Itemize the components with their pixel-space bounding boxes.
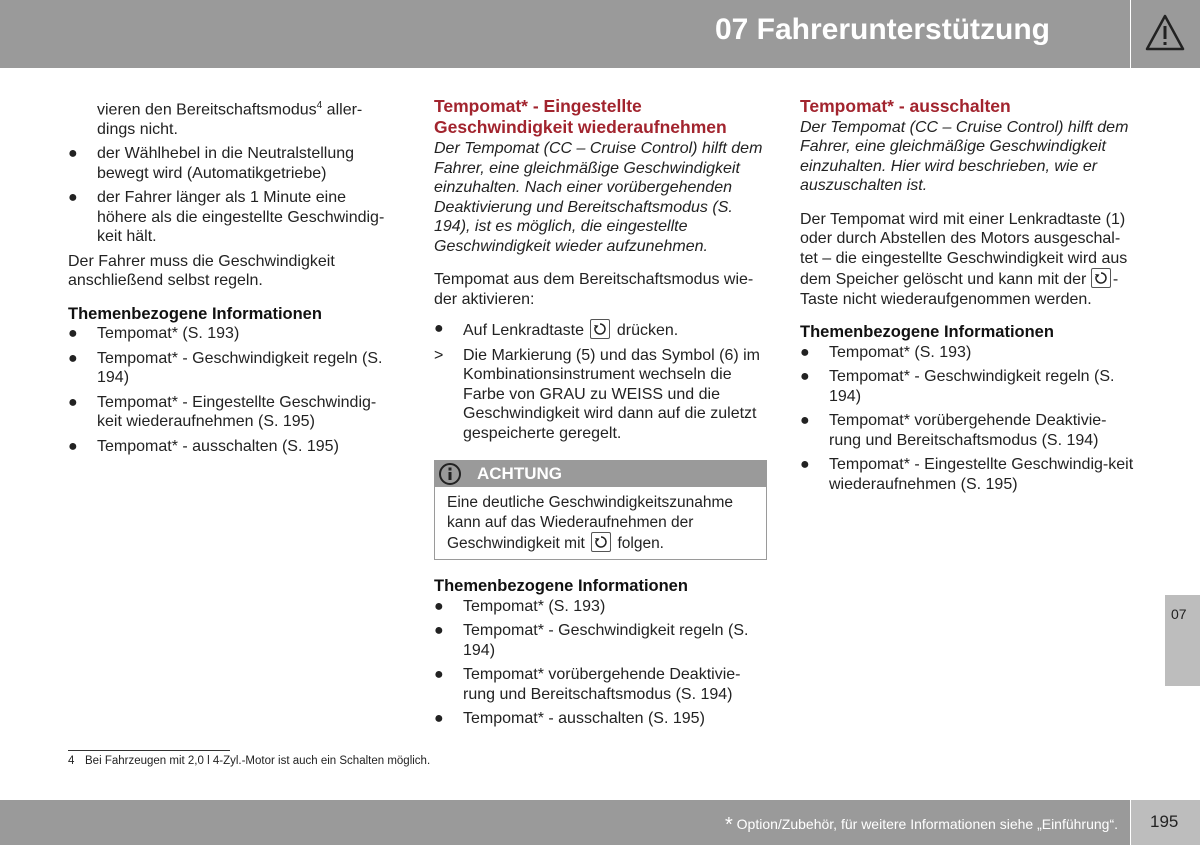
chapter-header xyxy=(0,0,1130,68)
related-heading: Themenbezogene Informationen xyxy=(800,323,1054,341)
related-link[interactable]: ● Tempomat* (S. 193) xyxy=(800,343,972,361)
footer-note: * Option/Zubehör, für weitere Informationen siehe „Einführung“. xyxy=(724,814,1118,836)
section-lead: Der Tempomat (CC – Cruise Control) hilft dem Fahrer, eine gleichmäßige Geschwindigkeit einzuhalten. Hier wird beschrieben, wie er auszuschalten ist. xyxy=(800,118,1129,194)
related-link[interactable]: ● Tempomat* - Geschwindigkeit regeln (S. 194) xyxy=(68,349,383,387)
list-item: ● der Wählhebel in die Neutralstellung bewegt wird (Automatikgetriebe) xyxy=(68,145,355,182)
related-list xyxy=(68,324,393,456)
section-lead: Der Tempomat (CC – Cruise Control) hilft dem Fahrer, eine gleichmäßige Geschwindigkeit einzuhalten. Nach einer vorübergehenden Deaktivierung und Bereitschaftsmodus (S. 194), ist es möglich, die eingestellte Geschwindigkeit wieder aufzunehmen. xyxy=(434,140,763,255)
paragraph: Der Fahrer muss die Geschwindigkeit anschließend selbst regeln. xyxy=(68,252,335,290)
section-heading: Tempomat* - ausschalten xyxy=(800,96,1011,116)
warning-box xyxy=(1131,0,1200,68)
caution-text: Eine deutliche Geschwindigkeitszunahme kann auf das Wiederaufnehmen der Geschwindigkeit mit folgen. xyxy=(447,494,734,552)
related-heading: Themenbezogene Informationen xyxy=(68,304,322,323)
footnote-marker: 4 xyxy=(316,100,323,111)
info-icon xyxy=(437,462,463,486)
footnote: 4 Bei Fahrzeugen mit 2,0 l 4-Zyl.-Motor ist auch ein Schalten möglich. xyxy=(68,755,431,767)
related-link[interactable]: ● Tempomat* (S. 193) xyxy=(434,597,606,615)
related-list xyxy=(434,597,769,729)
step-list xyxy=(434,319,769,443)
column-1 xyxy=(68,96,393,461)
list-item: ● der Fahrer länger als 1 Minute eine höhere als die eingestellte Geschwindig-keit hält. xyxy=(68,189,385,246)
footnote-divider xyxy=(68,750,230,751)
resume-button-icon xyxy=(1091,268,1111,288)
related-link[interactable]: ● Tempomat* - Geschwindigkeit regeln (S. 194) xyxy=(434,622,749,659)
page-number: 195 xyxy=(1150,812,1179,831)
continued-text: vieren den Bereitschaftsmodus$^4$ aller- dings nicht. xyxy=(97,100,363,138)
paragraph: Tempomat aus dem Bereitschaftsmodus wie-der aktivieren: xyxy=(434,271,754,308)
result-item: > Die Markierung (5) und das Symbol (6) im Kombinationsinstrument wechseln die Farbe von GRAU zu WEISS und die Geschwindigkeit wird dann auf die zuletzt gespeicherte geregelt. xyxy=(434,346,760,442)
page-footer xyxy=(0,800,1130,845)
related-heading: Themenbezogene Informationen xyxy=(434,577,688,595)
related-link[interactable]: ● Tempomat* - ausschalten (S. 195) xyxy=(68,437,339,455)
section-heading: Tempomat* - Eingestellte Geschwindigkeit wiederaufnehmen xyxy=(434,96,727,137)
related-link[interactable]: ● Tempomat* - Eingestellte Geschwindig-keit wiederaufnehmen (S. 195) xyxy=(800,456,1134,493)
related-link[interactable]: ● Tempomat* - Geschwindigkeit regeln (S. 194) xyxy=(800,368,1115,405)
step-item: ● Auf Lenkradtaste drücken. xyxy=(434,320,679,339)
related-list xyxy=(800,343,1135,495)
related-link[interactable]: ● Tempomat* vorübergehende Deaktivie-rung und Bereitschaftsmodus (S. 194) xyxy=(800,412,1107,449)
resume-button-icon xyxy=(590,319,610,339)
paragraph: Der Tempomat wird mit einer Lenkradtaste (1) oder durch Abstellen des Motors ausgeschal-tet – die eingestellte Geschwindigkeit wird aus dem Speicher gelöscht und kann mit der -Taste nicht wiederaufgenommen werden. xyxy=(800,210,1128,308)
chapter-title: 07 Fahrerunterstützung xyxy=(714,13,1050,46)
column-2-related xyxy=(434,577,769,734)
column-2 xyxy=(434,96,769,448)
column-3 xyxy=(800,96,1135,499)
warning-triangle-icon xyxy=(1144,13,1186,53)
chapter-tab[interactable]: 07 xyxy=(1165,595,1200,686)
related-link[interactable]: ● Tempomat* (S. 193) xyxy=(68,325,240,343)
related-link[interactable]: ● Tempomat* vorübergehende Deaktivie-rung und Bereitschaftsmodus (S. 194) xyxy=(434,666,741,703)
caution-note xyxy=(434,460,767,560)
related-link[interactable]: ● Tempomat* - Eingestellte Geschwindig-keit wiederaufnehmen (S. 195) xyxy=(68,393,377,431)
condition-list xyxy=(68,144,393,247)
caution-header xyxy=(435,461,766,487)
resume-button-icon xyxy=(591,532,611,552)
related-link[interactable]: ● Tempomat* - ausschalten (S. 195) xyxy=(434,710,705,727)
caution-label: ACHTUNG xyxy=(477,464,562,483)
